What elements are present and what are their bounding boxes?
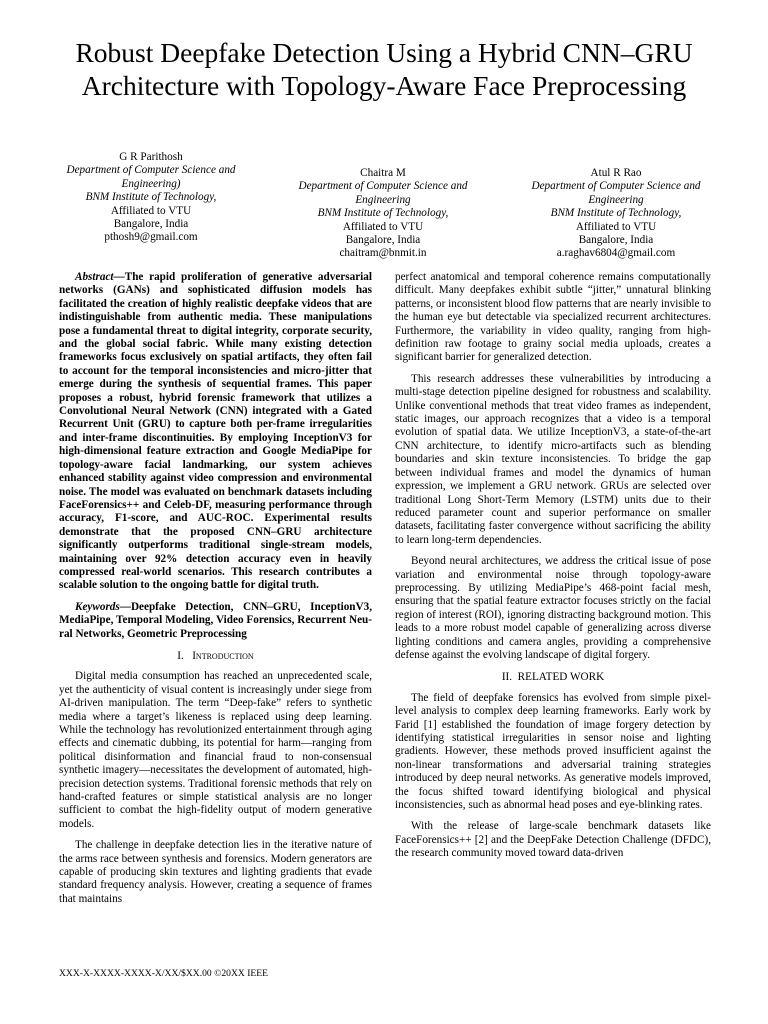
author-name: Chaitra M bbox=[360, 167, 406, 179]
author-email: pthosh9@gmail.com bbox=[104, 231, 198, 244]
author-institution: BNM Institute of Technology, bbox=[85, 191, 217, 204]
right-column bbox=[395, 271, 711, 869]
related-work-paragraph-1: The field of deepfake forensics has evolved from simple pixel-level analysis to complex deep learning frameworks. Early work by Farid [1] established the foundation of image forgery detection by identifying statistical irregularities in sensor noise and lighting gradients. However, these methods proved insufficient against the non-linear transformations and adversarial training strategies introduced by deep neural networks. As generative models improved, the focus shifted toward identifying biological and physical inconsistencies, such as abnormal head poses and eye-blinking rates. bbox=[395, 691, 711, 812]
author-block-3 bbox=[516, 167, 716, 261]
author-department: Department of Computer Science and Engineering bbox=[298, 180, 468, 206]
keywords bbox=[59, 601, 372, 641]
keywords-lead: Keywords bbox=[75, 600, 120, 613]
intro-paragraph-3: This research addresses these vulnerabilities by introducing a multi-stage detection pipeline designed for robustness and scalability. Unlike conventional methods that treat video frames as independent, static images, our approach recognizes that a video is a temporal evolution of spatial data. We utilize InceptionV3, a state-of-the-art CNN architecture, to identify micro-artifacts such as blending boundaries and skin texture inconsistencies. To bridge the gap between individual frames and model the dynamics of human expression, we implement a GRU network. GRUs are selected over traditional Long Short-Term Memory (LSTM) units due to their reduced parameter count and superior performance on smaller datasets, facilitating faster convergence without sacrificing the ability to learn long-term dependencies. bbox=[395, 372, 711, 546]
intro-paragraph-2-start: The challenge in deepfake detection lies in the iterative nature of the arms race between synthesis and forensics. Modern generators are capable of producing skin textures and lighting gradients that evade standard frequency analysis. However, creating a sequence of frames that maintains bbox=[59, 839, 372, 905]
intro-paragraph-1: Digital media consumption has reached an unprecedented scale, yet the authenticity of visual content is increasingly under siege from AI-driven manipulation. The term “Deep-fake” refers to synthetic media where a target’s likeness is replaced using deep learning. While the technology has revolutionized entertainment through aging effects and cinematic dubbing, its potential for harm—ranging from political disinformation and financial fraud to non-consensual synthetic imagery—necessitates the development of automated, high- precision detection systems. Traditional forensic methods that rely on hand-crafted features or simple statistical analysis are no longer sufficient to combat the high-fidelity output of modern generative models. bbox=[59, 670, 372, 830]
author-city: Bangalore, India bbox=[345, 234, 421, 247]
author-institution: BNM Institute of Technology, bbox=[550, 207, 682, 220]
section-heading-related-work bbox=[395, 671, 711, 684]
copyright-footer: XXX-X-XXXX-XXXX-X/XX/$XX.00 ©20XX IEEE bbox=[59, 968, 268, 979]
related-work-paragraph-2: With the release of large-scale benchmark datasets like FaceForensics++ [2] and the DeepFake Detection Challenge (DFDC), the research community moved toward data-driven bbox=[395, 820, 711, 860]
author-department: Department of Computer Science and Engineering bbox=[531, 180, 701, 206]
author-affiliation: Affiliated to VTU bbox=[342, 220, 424, 233]
section-number: II. bbox=[501, 671, 513, 684]
author-name: Atul R Rao bbox=[590, 167, 642, 179]
author-department: Department of Computer Science and Engineering) bbox=[66, 164, 236, 190]
intro-paragraph-2-cont: perfect anatomical and temporal coherence remains computationally difficult. Many deepfakes exhibit subtle “jitter,” unnatural blinking patterns, or inconsistent blood flow patterns that are nearly invisible to the human eye but detectable via specialized recurrent architectures. Furthermore, the variability in video quality, ranging from high-definition raw footage to grainy social media uploads, creates a significant barrier for generalized detection. bbox=[395, 271, 711, 364]
abstract bbox=[59, 271, 372, 593]
abstract-text: —The rapid proliferation of generative adversarial networks (GANs) and sophisticated diffusion models has facilitated the creation of highly realistic deepfake videos that are indistinguishable from authentic media. These manipulations pose a fundamental threat to digital integrity, corporate security, and the global social fabric. While many existing detection frameworks focus exclusively on spatial artifacts, they often fail to account for the temporal inconsistencies and micro-jitter that emerge during the synthesis of sequential frames. This paper proposes a robust, hybrid forensic framework that utilizes a Convolutional Neural Network (CNN) integrated with a Gated Recurrent Unit (GRU) to capture both per-frame irregularities and inter-frame discontinuities. By employing InceptionV3 for high-dimensional feature extraction and Google MediaPipe for topology-aware facial landmarking, our system achieves enhanced stability against video compression and environmental noise. The model was evaluated on benchmark datasets including FaceForensics++ and Celeb-DF, measuring performance through accuracy, F1-score, and AUC-ROC. Experimental results demonstrate that the proposed CNN–GRU architecture significantly outperforms traditional single-stream models, maintaining over 92% detection accuracy even in heavily compressed real-world scenarios. This research contributes a scalable solution to the ongoing battle for digital truth. bbox=[59, 271, 372, 592]
left-column bbox=[59, 271, 372, 914]
author-city: Bangalore, India bbox=[113, 218, 189, 231]
section-title: Introduction bbox=[192, 649, 254, 662]
author-affiliation: Affiliated to VTU bbox=[110, 204, 192, 217]
intro-paragraph-4: Beyond neural architectures, we address the critical issue of pose variation and environmental noise through topology-aware preprocessing. By utilizing MediaPipe’s 468-point facial mesh, ensuring that the spatial feature extractor focuses strictly on the facial region of interest (ROI), ignoring distracting background motion. This leads to a more robust model capable of generalizing across diverse lighting conditions and camera angles, providing a comprehensive defense against the evolving landscape of digital forgery. bbox=[395, 555, 711, 661]
paper-title: Robust Deepfake Detection Using a Hybrid CNN–GRU Architecture with Topology-Aware Face Preprocessing bbox=[75, 37, 693, 101]
author-block-2 bbox=[283, 167, 483, 261]
author-email: a.raghav6804@gmail.com bbox=[556, 247, 676, 260]
author-block-1 bbox=[51, 151, 251, 245]
section-number: I. bbox=[177, 649, 184, 662]
section-title: RELATED WORK bbox=[517, 671, 605, 684]
abstract-lead: Abstract bbox=[75, 271, 114, 283]
author-name: G R Parithosh bbox=[119, 151, 183, 163]
keywords-text: —Deepfake Detection, CNN–GRU, InceptionV3, MediaPipe, Temporal Modeling, Video Forensics, Recurrent Neu- ral Networks, Geometric Preprocessing bbox=[59, 600, 372, 640]
author-affiliation: Affiliated to VTU bbox=[575, 220, 657, 233]
author-email: chaitram@bnmit.in bbox=[339, 247, 427, 260]
author-city: Bangalore, India bbox=[578, 234, 654, 247]
section-heading-introduction bbox=[59, 650, 372, 663]
author-institution: BNM Institute of Technology, bbox=[317, 207, 449, 220]
